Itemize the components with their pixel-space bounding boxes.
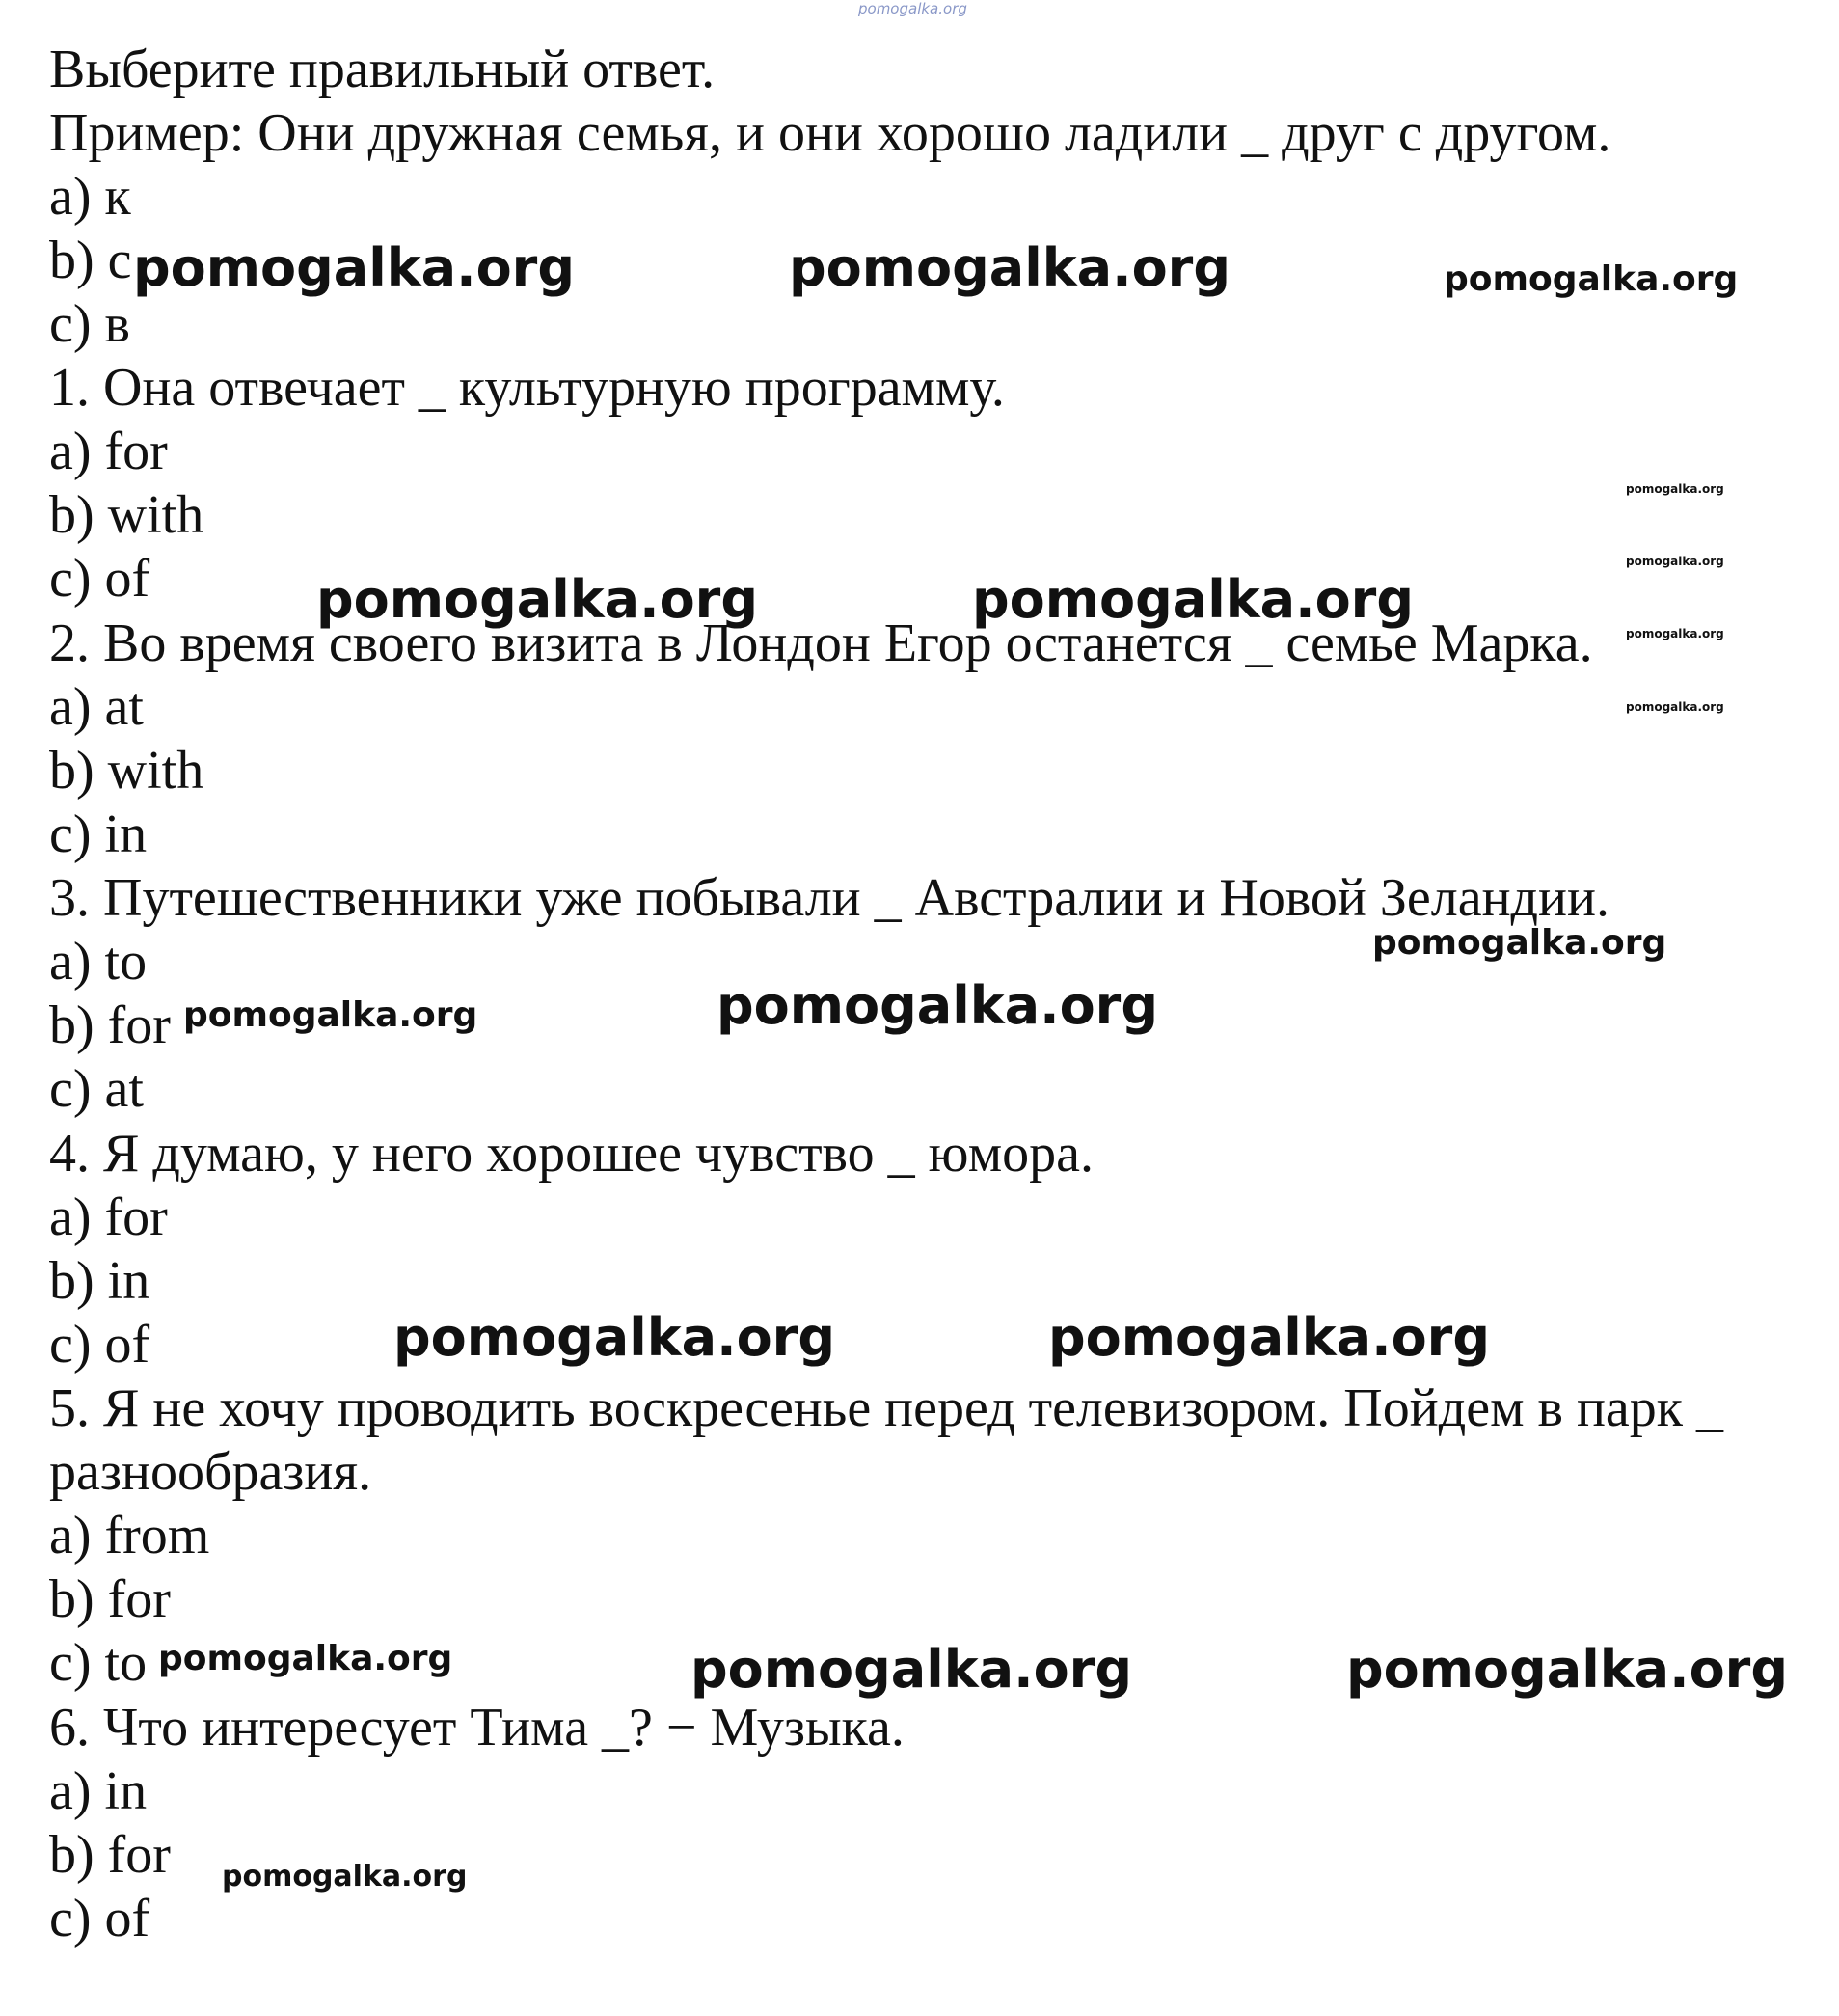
watermark: pomogalka.org [1346,1639,1788,1700]
watermark: pomogalka.org [1626,700,1724,714]
question-6: 6. Что интересует Тима _? − Музыка. [49,1698,905,1757]
question-3: 3. Путешественники уже побывали _ Австралии и Новой Зеландии. [49,868,1609,928]
watermark: pomogalka.org [393,1307,835,1368]
question-1-option-b: b) with [49,485,204,545]
watermark: pomogalka.org [133,237,575,298]
question-1-option-a: a) for [49,422,168,481]
watermark: pomogalka.org [789,237,1231,298]
question-1-option-c: c) of [49,549,150,609]
question-5-option-a: a) from [49,1506,210,1566]
watermark: pomogalka.org [316,569,758,630]
watermark: pomogalka.org [183,995,478,1035]
question-6-option-c: c) of [49,1889,150,1948]
watermark: pomogalka.org [972,569,1414,630]
question-4-option-c: c) of [49,1315,150,1375]
question-2-option-b: b) with [49,741,204,801]
example-option-a: a) к [49,167,131,227]
watermark: pomogalka.org [717,975,1158,1036]
watermark: pomogalka.org [1372,923,1667,963]
question-5-option-c: c) to [49,1633,148,1693]
question-3-option-b: b) for [49,995,171,1055]
watermark: pomogalka.org [1626,627,1724,640]
question-3-option-a: a) to [49,932,148,992]
question-6-option-b: b) for [49,1825,171,1885]
example-option-b: b) c [49,231,132,290]
question-5: 5. Я не хочу проводить воскресенье перед телевизором. Пойдем в парк _ [49,1378,1723,1438]
question-6-option-a: a) in [49,1761,148,1821]
example-question: Пример: Они дружная семья, и они хорошо ладили _ друг с другом. [49,103,1611,163]
question-3-option-c: c) at [49,1059,144,1119]
question-2: 2. Во время своего визита в Лондон Егор останется _ семье Марка. [49,613,1593,673]
instruction-heading: Выберите правильный ответ. [49,40,716,99]
question-1: 1. Она отвечает _ культурную программу. [49,358,1005,418]
watermark: pomogalka.org [1626,555,1724,568]
watermark: pomogalka.org [222,1860,468,1893]
question-5-option-b: b) for [49,1569,171,1629]
watermark: pomogalka.org [690,1639,1132,1700]
watermark-top: pomogalka.org [858,0,967,17]
watermark: pomogalka.org [158,1639,453,1678]
example-option-c: c) в [49,294,130,354]
question-5-continuation: разнообразия. [49,1442,372,1502]
question-2-option-a: a) at [49,677,144,737]
question-4-option-b: b) in [49,1251,150,1311]
question-4: 4. Я думаю, у него хорошее чувство _ юмора. [49,1124,1095,1184]
question-2-option-c: c) in [49,804,148,864]
watermark: pomogalka.org [1444,259,1739,299]
watermark: pomogalka.org [1626,482,1724,496]
watermark: pomogalka.org [1048,1307,1490,1368]
question-4-option-a: a) for [49,1187,168,1247]
